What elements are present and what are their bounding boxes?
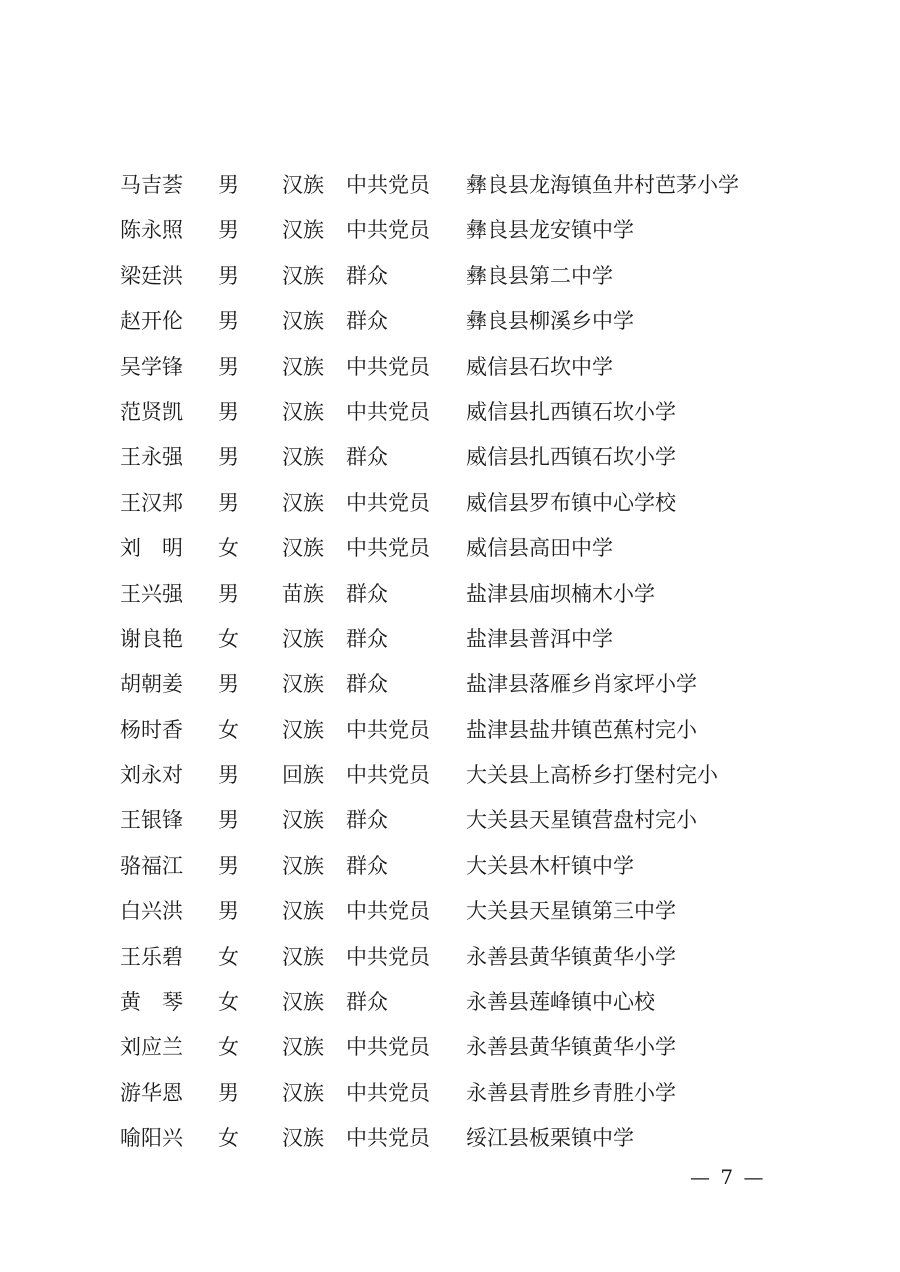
roster-row — [120, 208, 800, 253]
person-unit: 盐津县庙坝楠木小学 — [466, 581, 655, 606]
person-ethnicity: 汉族 — [282, 173, 324, 197]
person-unit: 大关县木杆镇中学 — [466, 853, 634, 878]
person-unit: 永善县黄华镇黄华小学 — [466, 944, 676, 969]
person-political-status: 中共党员 — [346, 717, 430, 742]
roster-row — [120, 299, 800, 344]
person-gender: 男 — [218, 490, 239, 515]
person-name: 白兴洪 — [120, 899, 183, 924]
person-unit: 威信县罗布镇中心学校 — [466, 490, 676, 515]
person-ethnicity: 汉族 — [282, 354, 324, 379]
person-political-status: 中共党员 — [346, 173, 430, 197]
person-name: 范贤凯 — [120, 399, 183, 424]
person-unit: 彝良县柳溪乡中学 — [466, 309, 634, 334]
person-political-status: 中共党员 — [346, 354, 430, 379]
person-political-status: 中共党员 — [346, 1126, 430, 1151]
person-ethnicity: 汉族 — [282, 263, 324, 288]
roster-row — [120, 390, 800, 435]
person-gender: 女 — [218, 536, 239, 561]
person-gender: 男 — [218, 808, 239, 833]
roster-row — [120, 1071, 800, 1116]
person-name: 刘应兰 — [120, 1035, 183, 1060]
person-name: 王汉邦 — [120, 490, 183, 515]
person-ethnicity: 汉族 — [282, 445, 324, 470]
person-name: 喻阳兴 — [120, 1126, 183, 1151]
person-name: 王银锋 — [120, 808, 183, 833]
person-unit: 永善县黄华镇黄华小学 — [466, 1035, 676, 1060]
person-name: 王永强 — [120, 445, 183, 470]
person-gender: 男 — [218, 1080, 239, 1105]
roster-row — [120, 889, 800, 934]
person-gender: 男 — [218, 218, 239, 243]
person-name: 刘永对 — [120, 763, 183, 788]
person-political-status: 群众 — [346, 626, 388, 651]
person-gender: 女 — [218, 944, 239, 969]
person-gender: 男 — [218, 354, 239, 379]
person-ethnicity: 汉族 — [282, 1080, 324, 1105]
person-political-status: 中共党员 — [346, 490, 430, 515]
person-name: 骆福江 — [120, 853, 183, 878]
person-ethnicity: 汉族 — [282, 717, 324, 742]
person-political-status: 中共党员 — [346, 944, 430, 969]
roster-row — [120, 572, 800, 617]
person-gender: 女 — [218, 1126, 239, 1151]
roster-row — [120, 345, 800, 390]
person-name: 梁廷洪 — [120, 263, 183, 288]
person-political-status: 群众 — [346, 990, 388, 1015]
person-gender: 男 — [218, 672, 239, 697]
person-gender: 男 — [218, 309, 239, 334]
person-gender: 女 — [218, 626, 239, 651]
person-unit: 大关县天星镇营盘村完小 — [466, 808, 697, 833]
person-unit: 威信县扎西镇石坎小学 — [466, 445, 676, 470]
person-gender: 男 — [218, 263, 239, 288]
person-unit: 大关县上高桥乡打堡村完小 — [466, 763, 718, 788]
roster-row — [120, 1116, 800, 1161]
person-political-status: 中共党员 — [346, 763, 430, 788]
person-name: 游华恩 — [120, 1080, 183, 1105]
person-name: 胡朝姜 — [120, 672, 183, 697]
person-name: 马吉荟 — [120, 173, 183, 197]
person-political-status: 中共党员 — [346, 218, 430, 243]
person-ethnicity: 汉族 — [282, 536, 324, 561]
person-gender: 男 — [218, 445, 239, 470]
person-ethnicity: 汉族 — [282, 899, 324, 924]
person-unit: 大关县天星镇第三中学 — [466, 899, 676, 924]
person-name: 杨时香 — [120, 717, 183, 742]
person-political-status: 群众 — [346, 263, 388, 288]
person-political-status: 群众 — [346, 808, 388, 833]
person-ethnicity: 苗族 — [282, 581, 324, 606]
person-unit: 永善县青胜乡青胜小学 — [466, 1080, 676, 1105]
person-ethnicity: 汉族 — [282, 399, 324, 424]
roster-row — [120, 935, 800, 980]
person-unit: 威信县扎西镇石坎小学 — [466, 399, 676, 424]
person-gender: 男 — [218, 763, 239, 788]
person-gender: 女 — [218, 717, 239, 742]
roster-row — [120, 435, 800, 480]
person-political-status: 群众 — [346, 309, 388, 334]
person-name: 刘 明 — [120, 536, 183, 561]
person-name: 谢良艳 — [120, 626, 183, 651]
roster-row — [120, 1025, 800, 1070]
roster-row — [120, 753, 800, 798]
person-political-status: 群众 — [346, 672, 388, 697]
person-name: 赵开伦 — [120, 309, 183, 334]
person-ethnicity: 汉族 — [282, 808, 324, 833]
person-gender: 男 — [218, 899, 239, 924]
person-ethnicity: 汉族 — [282, 672, 324, 697]
person-political-status: 中共党员 — [346, 1080, 430, 1105]
roster-row — [120, 254, 800, 299]
person-ethnicity: 汉族 — [282, 626, 324, 651]
person-unit: 永善县莲峰镇中心校 — [466, 990, 655, 1015]
person-gender: 女 — [218, 1035, 239, 1060]
person-name: 王乐碧 — [120, 944, 183, 969]
person-ethnicity: 汉族 — [282, 853, 324, 878]
person-unit: 绥江县板栗镇中学 — [466, 1126, 634, 1151]
person-political-status: 中共党员 — [346, 536, 430, 561]
person-unit: 威信县高田中学 — [466, 536, 613, 561]
person-ethnicity: 回族 — [282, 763, 324, 788]
person-political-status: 群众 — [346, 853, 388, 878]
person-name: 黄 琴 — [120, 990, 183, 1015]
roster-row — [120, 163, 800, 208]
person-name: 吴学锋 — [120, 354, 183, 379]
person-unit: 彝良县龙海镇鱼井村芭茅小学 — [466, 173, 739, 197]
person-political-status: 中共党员 — [346, 899, 430, 924]
page-number: — 7 — — [690, 1165, 766, 1189]
roster-row — [120, 980, 800, 1025]
roster-row — [120, 798, 800, 843]
person-political-status: 群众 — [346, 445, 388, 470]
person-unit: 盐津县落雁乡肖家坪小学 — [466, 672, 697, 697]
roster-row — [120, 526, 800, 571]
person-ethnicity: 汉族 — [282, 218, 324, 243]
roster-list — [120, 163, 800, 1162]
person-gender: 男 — [218, 581, 239, 606]
person-ethnicity: 汉族 — [282, 1035, 324, 1060]
person-ethnicity: 汉族 — [282, 490, 324, 515]
roster-row — [120, 708, 800, 753]
person-unit: 盐津县普洱中学 — [466, 626, 613, 651]
person-name: 陈永照 — [120, 218, 183, 243]
person-gender: 男 — [218, 853, 239, 878]
person-ethnicity: 汉族 — [282, 1126, 324, 1151]
person-name: 王兴强 — [120, 581, 183, 606]
person-unit: 彝良县第二中学 — [466, 263, 613, 288]
person-political-status: 中共党员 — [346, 399, 430, 424]
person-ethnicity: 汉族 — [282, 990, 324, 1015]
roster-row — [120, 617, 800, 662]
person-unit: 彝良县龙安镇中学 — [466, 218, 634, 243]
person-gender: 男 — [218, 399, 239, 424]
person-ethnicity: 汉族 — [282, 944, 324, 969]
roster-row — [120, 481, 800, 526]
person-political-status: 群众 — [346, 581, 388, 606]
roster-row — [120, 662, 800, 707]
person-political-status: 中共党员 — [346, 1035, 430, 1060]
person-ethnicity: 汉族 — [282, 309, 324, 334]
roster-row — [120, 844, 800, 889]
person-gender: 女 — [218, 990, 239, 1015]
person-unit: 盐津县盐井镇芭蕉村完小 — [466, 717, 697, 742]
person-gender: 男 — [218, 173, 239, 197]
person-unit: 威信县石坎中学 — [466, 354, 613, 379]
